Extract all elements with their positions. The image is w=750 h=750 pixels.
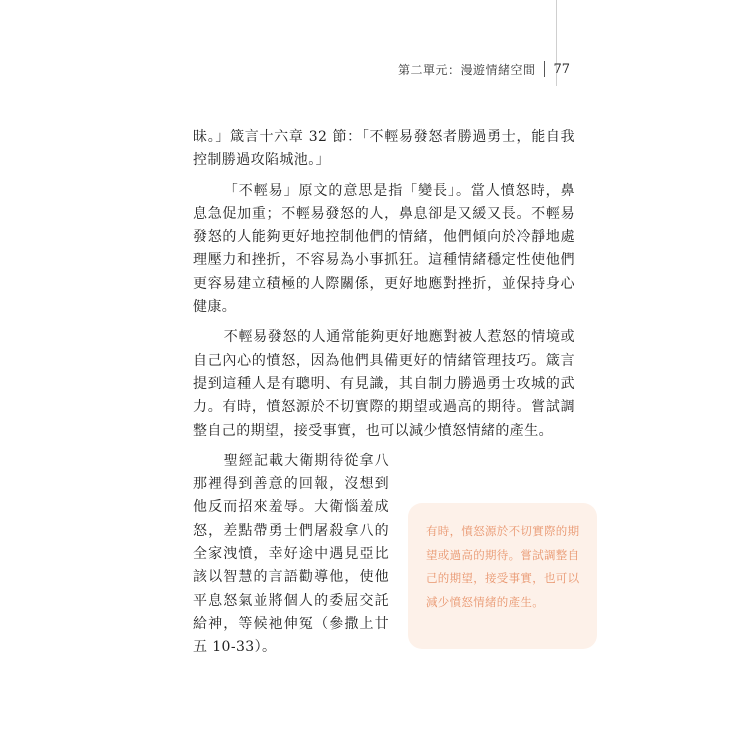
chapter-title: 第二單元：漫遊情緒空間 (397, 62, 536, 77)
pull-quote-box (408, 503, 597, 649)
paragraph-1: 昧。」箴言十六章 32 節：「不輕易發怒者勝過勇士，能自我控制勝過攻陷城池。」 (193, 129, 575, 169)
header-separator (544, 61, 545, 77)
paragraph-2: 「不輕易」原文的意思是指「變長」。當人憤怒時，鼻息急促加重；不輕易發怒的人，鼻息卻是又緩又長。不輕易發怒的人能夠更好地控制他們的情緒，他們傾向於冷靜地處理壓力和挫折，不容易為小事抓狂。這種情緒穩定性使他們更容易建立積極的人際關係，更好地應對挫折，並保持身心健康。 (193, 182, 575, 316)
pull-quote-text: 有時，憤怒源於不切實際的期望或過高的期待。嘗試調整自己的期望，接受事實，也可以減少憤怒情緒的產生。 (426, 524, 580, 609)
paragraph-4: 聖經記載大衛期待從拿八那裡得到善意的回報，沒想到他反而招來羞辱。大衛惱羞成怒，差點帶勇士們屠殺拿八的全家洩憤，幸好途中遇見亞比該以智慧的言語勸導他，使他平息怒氣並將個人的委屈交託給神，等候祂伸冤（參撒上廿五 10-33）。 (193, 452, 389, 656)
paragraph-3: 不輕易發怒的人通常能夠更好地應對被人惹怒的情境或自己內心的憤怒，因為他們具備更好的情緒管理技巧。箴言提到這種人是有聰明、有見識，其自制力勝過勇士攻城的武力。有時，憤怒源於不切實際的期望或過高的期待。嘗試調整自己的期望，接受事實，也可以減少憤怒情緒的產生。 (193, 329, 575, 439)
running-header (380, 58, 570, 80)
page-number: 77 (553, 61, 570, 77)
